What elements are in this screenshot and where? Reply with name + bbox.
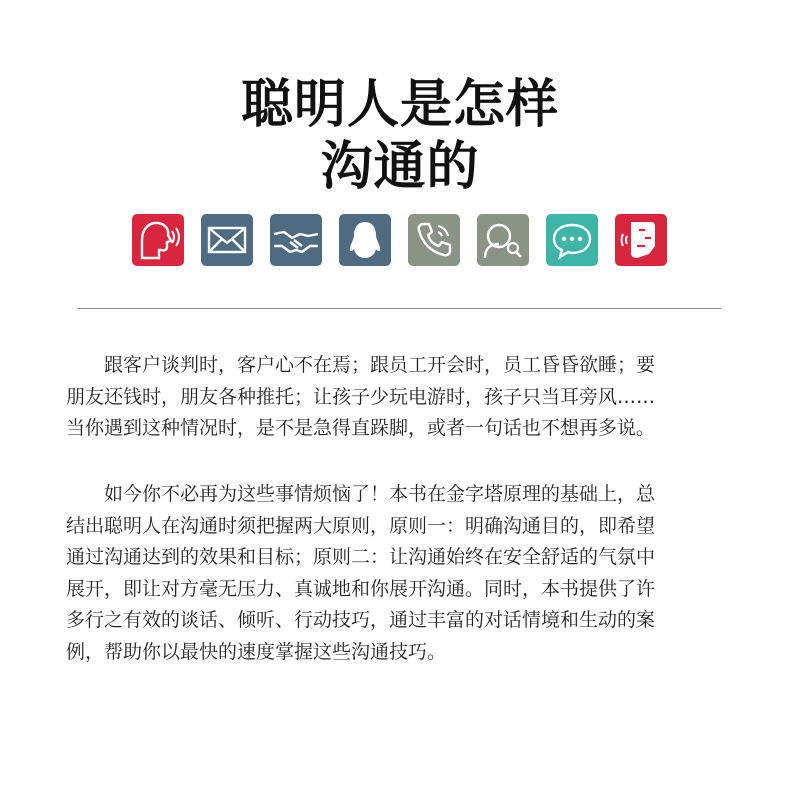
section-divider [77,308,721,309]
book-title-line-1: 聪明人是怎样 [240,74,559,135]
speaking-head-icon [132,214,184,266]
handshake-icon [270,214,322,266]
paragraph-line: 当你遇到这种情况时，是不是急得直跺脚，或者一句话也不想再多说。 [66,417,656,439]
paragraph-line: 展开，即让对方毫无压力、真诚地和你展开沟通。同时，本书提供了许 [66,577,656,600]
icon-row [132,214,672,268]
intro-paragraph-2 [66,479,736,668]
phone-icon [408,214,460,266]
paragraph-line: 多行之有效的谈话、倾听、行动技巧，通过丰富的对话情境和生动的案 [66,609,656,631]
magnifier-person-icon [477,214,529,266]
talking-face-icon [615,214,667,266]
intro-paragraph-1 [66,350,736,445]
paragraph-line: 跟客户谈判时，客户心不在焉；跟员工开会时，员工昏昏欲睡；要 [66,354,656,376]
book-title-line-2: 沟通的 [320,136,480,197]
paragraph-line: 朋友还钱时，朋友各种推托；让孩子少玩电游时，孩子只当耳旁风…… [66,385,656,408]
paragraph-line: 通过沟通达到的效果和目标；原则二：让沟通始终在安全舒适的气氛中 [66,546,656,568]
chat-bubble-icon [546,214,598,266]
paragraph-line: 如今你不必再为这些事情烦恼了！本书在金字塔原理的基础上，总 [66,483,656,505]
envelope-icon [201,214,253,266]
paragraph-line: 结出聪明人在沟通时须把握两大原则，原则一：明确沟通目的，即希望 [66,514,656,537]
qq-penguin-icon [339,214,391,266]
paragraph-line: 例，帮助你以最快的速度掌握这些沟通技巧。 [66,640,447,663]
